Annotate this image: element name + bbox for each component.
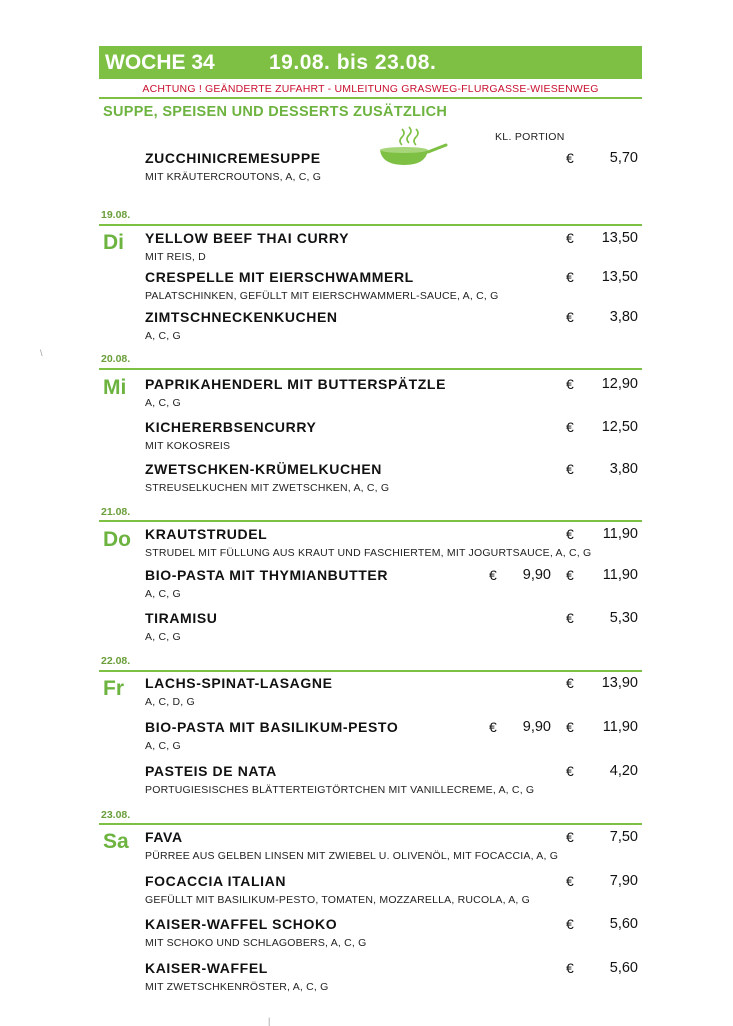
dish-price: 11,90 [602,567,638,583]
dish-desc: PÜRREE AUS GELBEN LINSEN MIT ZWIEBEL U. OLIVENÖL, MIT FOCACCIA, A, G [145,850,559,862]
dish-name: KRAUTSTRUDEL [145,526,268,542]
dish-price: 13,50 [601,230,638,246]
dish-name: KAISER-WAFFEL SCHOKO [145,916,338,932]
dish-desc: MIT SCHOKO UND SCHLAGOBERS, A, C, G [145,937,367,949]
dish-name: BIO-PASTA MIT BASILIKUM-PESTO [145,719,399,735]
dish-desc: A, C, G [145,740,181,752]
day-divider [99,520,642,522]
day-divider [99,368,642,370]
dish-name: FAVA [145,829,183,845]
weekday-abbr: Mi [103,376,127,399]
currency-symbol: € [566,610,574,626]
dish-desc: PALATSCHINKEN, GEFÜLLT MIT EIERSCHWAMMERL-SAUCE, A, C, G [145,290,499,302]
small-portion-price: 9,90 [522,719,551,735]
dish-price: 13,90 [601,675,638,691]
currency-symbol: € [566,269,574,285]
dish-price: 5,60 [609,916,638,932]
dish-price: 12,90 [601,376,638,392]
dish-price: 5,60 [609,960,638,976]
soup-bowl-icon [378,125,448,170]
day-divider [99,823,642,825]
dish-desc: A, C, G [145,397,181,409]
soup-desc: MIT KRÄUTERCROUTONS, A, C, G [145,171,322,183]
dish-desc: GEFÜLLT MIT BASILIKUM-PESTO, TOMATEN, MOZZARELLA, RUCOLA, A, G [145,894,531,906]
dish-price: 5,30 [609,610,638,626]
currency-symbol: € [566,376,574,392]
currency-symbol: € [566,829,574,845]
currency-symbol: € [566,419,574,435]
weekday-abbr: Fr [103,677,124,700]
week-banner [99,46,642,79]
small-portion-price: 9,90 [522,567,551,583]
dish-name: PAPRIKAHENDERL MIT BUTTERSPÄTZLE [145,376,447,392]
dish-price: 3,80 [609,461,638,477]
soup-name: ZUCCHINICREMESUPPE [145,150,321,166]
dish-price: 7,50 [609,829,638,845]
date-label: 19.08. [101,209,131,221]
dish-name: KAISER-WAFFEL [145,960,268,976]
currency-symbol: € [566,150,574,166]
week-title: WOCHE 34 [105,51,215,74]
dish-price: 11,90 [602,526,638,542]
dish-name: CRESPELLE MIT EIERSCHWAMMERL [145,269,414,285]
weekday-abbr: Di [103,231,124,254]
dish-desc: A, C, D, G [145,696,195,708]
dish-name: FOCACCIA ITALIAN [145,873,287,889]
day-divider [99,224,642,226]
dish-desc: STRUDEL MIT FÜLLUNG AUS KRAUT UND FASCHIERTEM, MIT JOGURTSAUCE, A, C, G [145,547,592,559]
date-label: 21.08. [101,506,131,518]
weekday-abbr: Do [103,528,131,551]
route-notice: ACHTUNG ! GEÄNDERTE ZUFAHRT - UMLEITUNG GRASWEG-FLURGASSE-WIESENWEG [99,80,642,99]
currency-symbol: € [566,873,574,889]
dish-name: ZWETSCHKEN-KRÜMELKUCHEN [145,461,383,477]
dish-desc: A, C, G [145,631,181,643]
currency-symbol: € [489,719,497,735]
dish-desc: STREUSELKUCHEN MIT ZWETSCHKEN, A, C, G [145,482,390,494]
date-label: 20.08. [101,353,131,365]
currency-symbol: € [566,675,574,691]
dish-name: TIRAMISU [145,610,218,626]
dish-desc: A, C, G [145,588,181,600]
dish-name: PASTEIS DE NATA [145,763,277,779]
dish-desc: MIT ZWETSCHKENRÖSTER, A, C, G [145,981,329,993]
currency-symbol: € [566,309,574,325]
currency-symbol: € [566,230,574,246]
dish-price: 11,90 [602,719,638,735]
dish-price: 4,20 [609,763,638,779]
dish-price: 12,50 [601,419,638,435]
dish-name: YELLOW BEEF THAI CURRY [145,230,350,246]
scan-mark: \ [40,348,43,358]
currency-symbol: € [566,719,574,735]
date-range: 19.08. bis 23.08. [269,51,437,74]
date-label: 23.08. [101,809,131,821]
scan-mark: | [268,1016,271,1026]
dish-name: BIO-PASTA MIT THYMIANBUTTER [145,567,389,583]
currency-symbol: € [566,763,574,779]
dish-name: LACHS-SPINAT-LASAGNE [145,675,333,691]
dish-desc: MIT KOKOSREIS [145,440,231,452]
currency-symbol: € [566,526,574,542]
dish-name: ZIMTSCHNECKENKUCHEN [145,309,338,325]
currency-symbol: € [566,916,574,932]
date-label: 22.08. [101,655,131,667]
currency-symbol: € [566,960,574,976]
dish-name: KICHERERBSENCURRY [145,419,317,435]
currency-symbol: € [566,461,574,477]
currency-symbol: € [566,567,574,583]
menu-subtitle: SUPPE, SPEISEN UND DESSERTS ZUSÄTZLICH [103,104,448,120]
day-divider [99,670,642,672]
dish-desc: MIT REIS, D [145,251,206,263]
dish-desc: PORTUGIESISCHES BLÄTTERTEIGTÖRTCHEN MIT VANILLECREME, A, C, G [145,784,535,796]
dish-price: 7,90 [609,873,638,889]
soup-price: 5,70 [609,150,638,166]
dish-price: 13,50 [601,269,638,285]
dish-desc: A, C, G [145,330,181,342]
weekday-abbr: Sa [103,830,129,853]
small-portion-header: KL. PORTION [495,131,565,143]
dish-price: 3,80 [609,309,638,325]
currency-symbol: € [489,567,497,583]
